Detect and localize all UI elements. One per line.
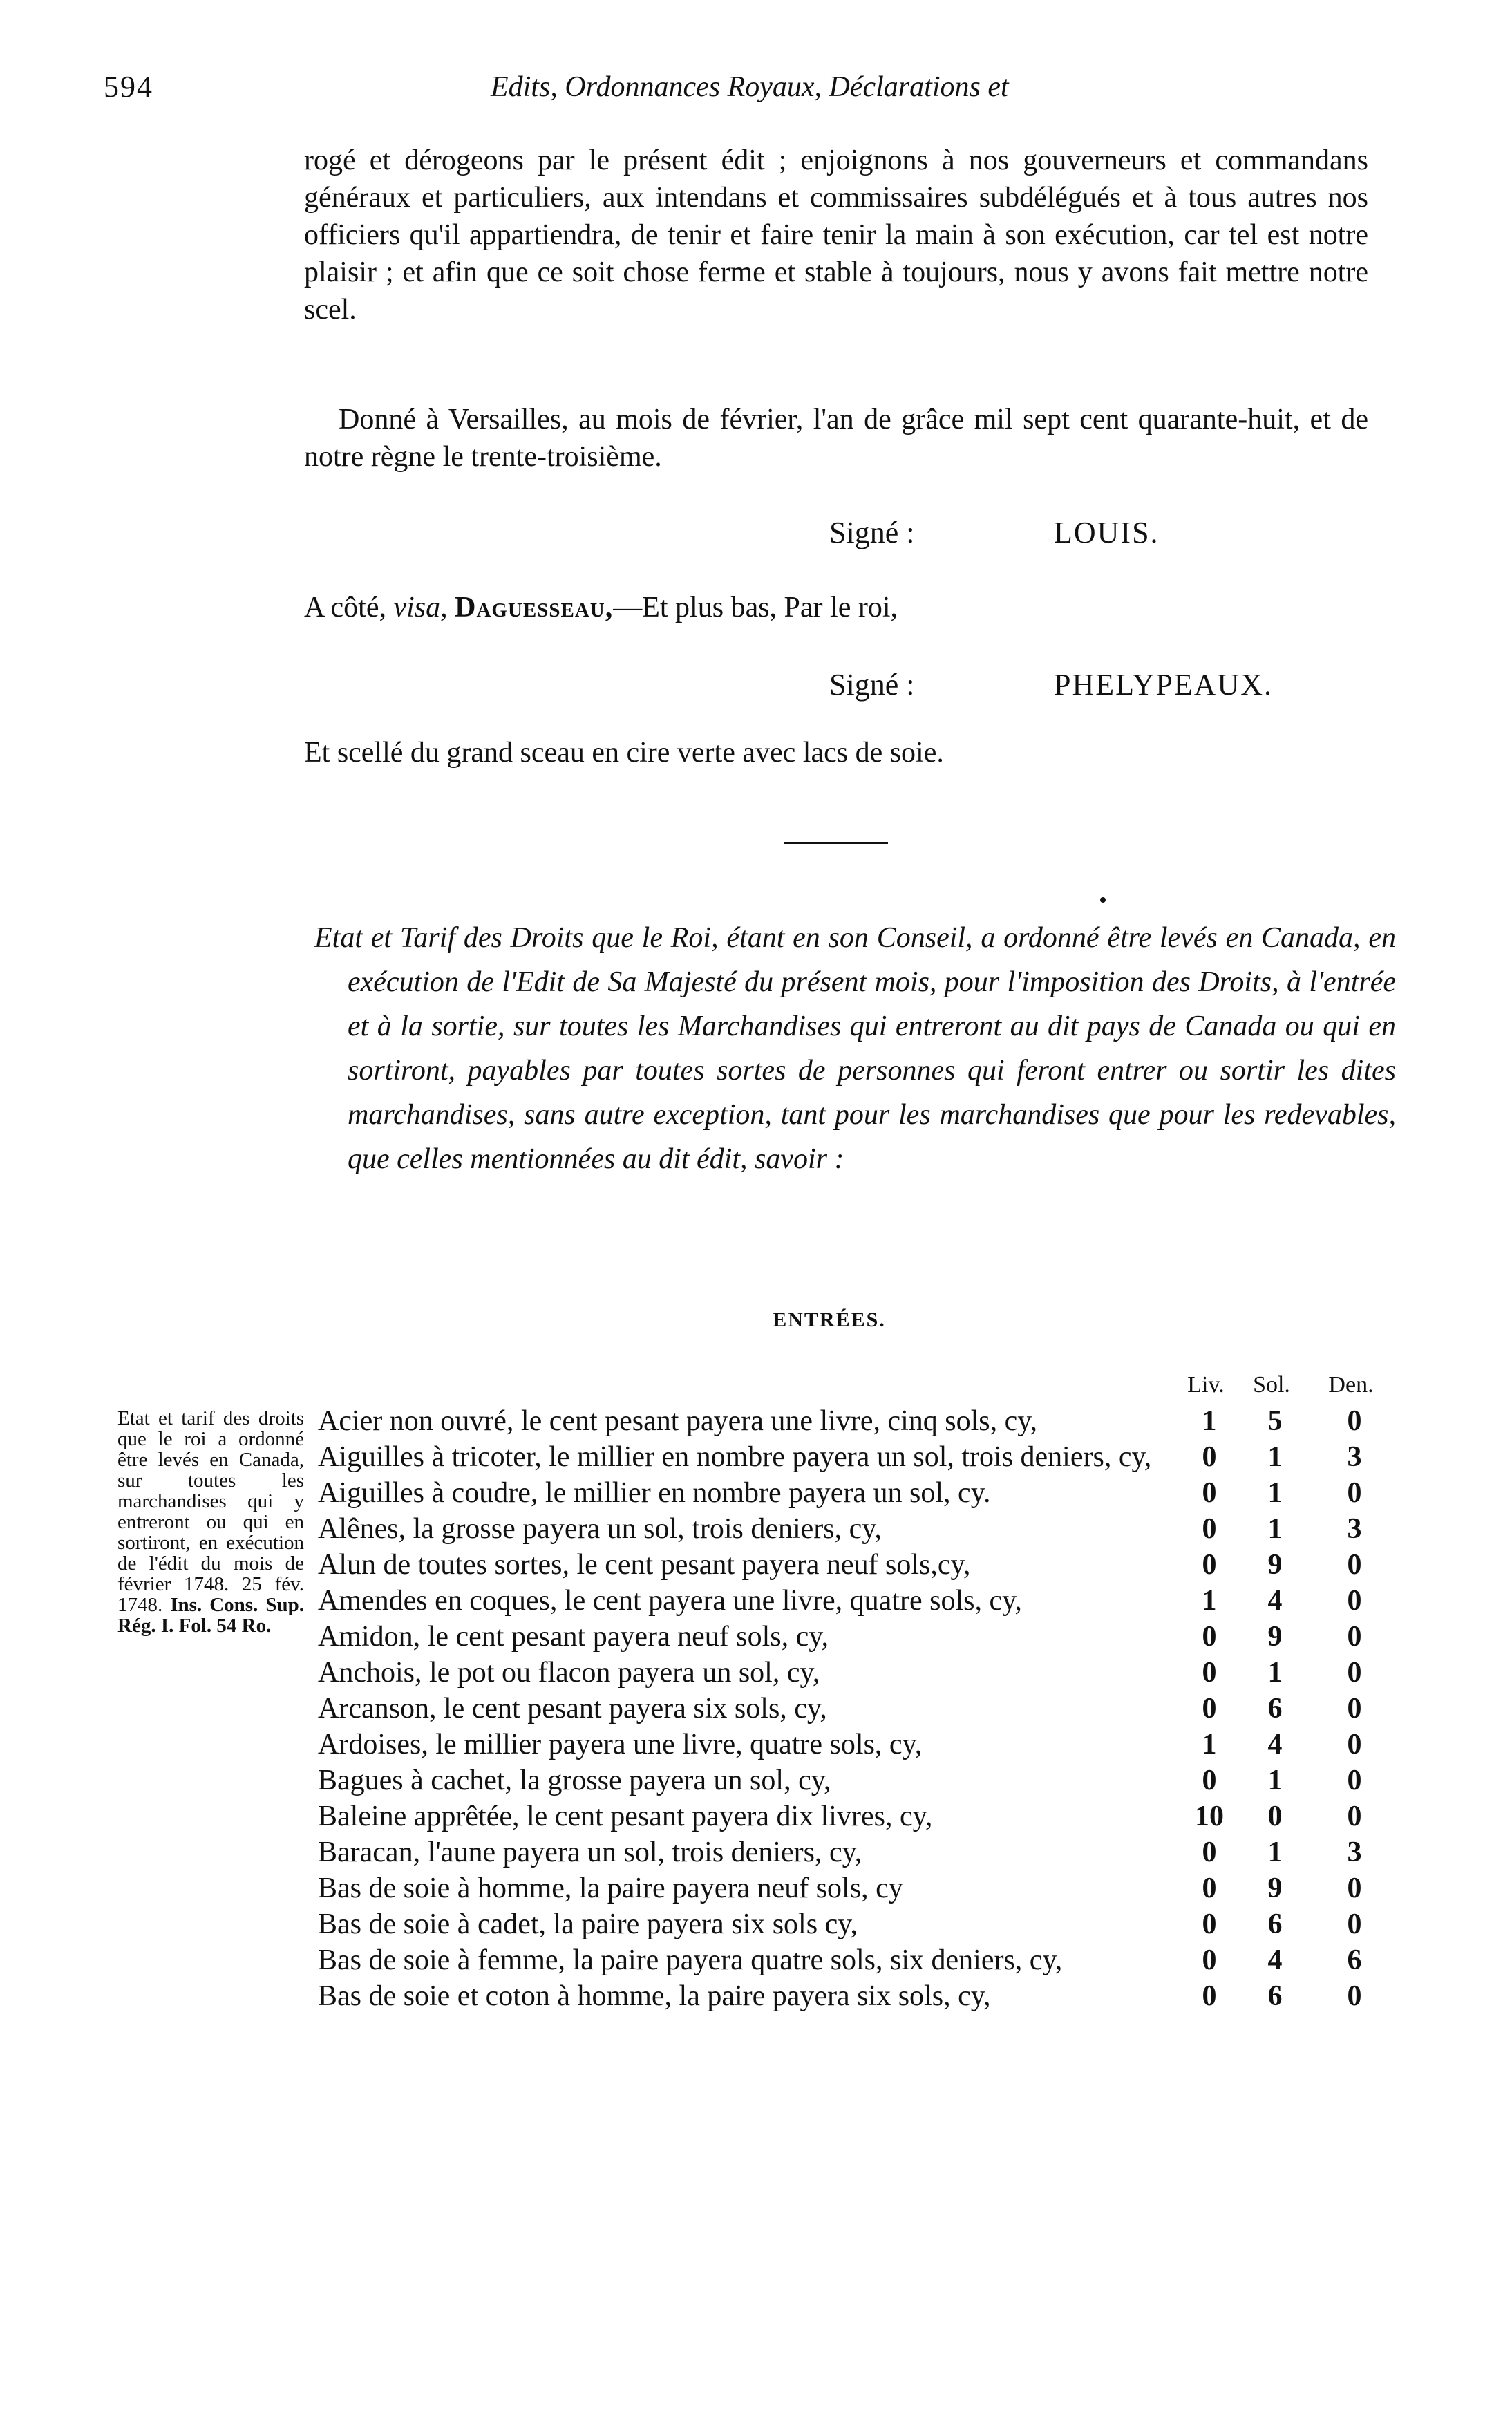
- tariff-row: [318, 1583, 1396, 1619]
- tariff-title-text: Etat et Tarif des Droits que le Roi, étant en son Conseil, a ordonné être levés en Canada, en exécution de l'Edit de Sa Majesté du présent mois, pour l'imposition des Droits, à l'entrée et à la sortie, sur toutes les Marchandises qui entreront au dit pays de Canada ou qui en sortiront, payables par toutes sortes de personnes qui feront entrer ou sortir les dites marchandises, sans autre exception, tant pour les marchandises que pour les redevables, que celles mentionnées au dit édit, savoir :: [314, 922, 1396, 1175]
- tariff-deniers: 0: [1347, 1405, 1362, 1437]
- tariff-amounts: [1175, 1583, 1396, 1619]
- column-headers: [1171, 1372, 1392, 1400]
- paragraph-edit-closing: rogé et dérogeons par le présent édit ; enjoignons à nos gouverneurs et commandans généraux et particuliers, aux intendans et commissaires subdélégués et à tous autres nos officiers qu'il appartiendra, de tenir et faire tenir la main à son exécution, car tel est notre plaisir ; et afin que ce soit chose ferme et stable à toujours, nous y avons fait mettre notre scel.: [304, 144, 1368, 326]
- tariff-item-description: Amendes en coques, le cent payera une livre, quatre sols, cy,: [318, 1585, 1022, 1617]
- tariff-livres: 0: [1202, 1693, 1217, 1725]
- tariff-sols: 6: [1267, 1908, 1283, 1940]
- page-header: [104, 69, 1209, 111]
- tariff-item-description: Acier non ouvré, le cent pesant payera une livre, cinq sols, cy,: [318, 1405, 1038, 1437]
- tariff-livres: 0: [1202, 1944, 1217, 1976]
- running-head: Edits, Ordonnances Royaux, Déclarations et: [491, 71, 1009, 103]
- tariff-amounts: [1175, 1619, 1396, 1655]
- countersign-line: [304, 591, 898, 624]
- tariff-deniers: 0: [1347, 1765, 1362, 1796]
- tariff-livres: 0: [1202, 1765, 1217, 1796]
- tariff-deniers: 0: [1347, 1621, 1362, 1653]
- section-divider: [784, 842, 888, 844]
- tariff-livres: 0: [1202, 1872, 1217, 1904]
- ornament-dot: [1100, 897, 1106, 903]
- tariff-amounts: [1175, 1691, 1396, 1727]
- tariff-row: [318, 1655, 1396, 1691]
- tariff-deniers: 0: [1347, 1872, 1362, 1904]
- tariff-deniers: 0: [1347, 1801, 1362, 1832]
- tariff-amounts: [1175, 1403, 1396, 1439]
- tariff-sols: 4: [1267, 1729, 1283, 1760]
- tariff-deniers: 6: [1347, 1944, 1362, 1976]
- tariff-sols: 9: [1267, 1549, 1283, 1581]
- tariff-livres: 0: [1202, 1980, 1217, 2012]
- signed-label: Signé :: [829, 516, 915, 549]
- tariff-livres: 0: [1202, 1477, 1217, 1509]
- tariff-amounts: [1175, 1834, 1396, 1870]
- tariff-sols: 1: [1267, 1477, 1283, 1509]
- margin-note-date: 25 fév. 1748.: [117, 1573, 304, 1616]
- tariff-row: [318, 1870, 1396, 1906]
- tariff-deniers: 0: [1347, 1657, 1362, 1689]
- tariff-row: [318, 1403, 1396, 1439]
- tariff-deniers: 0: [1347, 1549, 1362, 1581]
- tariff-amounts: [1175, 1763, 1396, 1798]
- tariff-row: [318, 1798, 1396, 1834]
- tariff-item-description: Baleine apprêtée, le cent pesant payera dix livres, cy,: [318, 1801, 933, 1832]
- tariff-livres: 0: [1202, 1441, 1217, 1473]
- tariff-item-description: Aiguilles à tricoter, le millier en nombre payera un sol, trois deniers, cy,: [318, 1441, 1152, 1473]
- acote-suffix: —Et plus bas, Par le roi,: [613, 592, 898, 623]
- tariff-item-description: Ardoises, le millier payera une livre, quatre sols, cy,: [318, 1729, 923, 1760]
- tariff-item-description: Aiguilles à coudre, le millier en nombre payera un sol, cy.: [318, 1477, 991, 1509]
- tariff-list: [318, 1403, 1396, 2014]
- tariff-deniers: 0: [1347, 1585, 1362, 1617]
- tariff-livres: 1: [1202, 1729, 1217, 1760]
- tariff-item-description: Amidon, le cent pesant payera neuf sols, cy,: [318, 1621, 829, 1653]
- tariff-sols: 6: [1267, 1693, 1283, 1725]
- signature-louis: LOUIS.: [1054, 516, 1160, 549]
- tariff-amounts: [1175, 1906, 1396, 1942]
- tariff-row: [318, 1619, 1396, 1655]
- tariff-item-description: Arcanson, le cent pesant payera six sols, cy,: [318, 1693, 827, 1725]
- signed-label-2: Signé :: [829, 668, 915, 702]
- tariff-amounts: [1175, 1798, 1396, 1834]
- tariff-row: [318, 1439, 1396, 1475]
- tariff-deniers: 0: [1347, 1729, 1362, 1760]
- tariff-livres: 0: [1202, 1513, 1217, 1545]
- tariff-item-description: Bas de soie à cadet, la paire payera six sols cy,: [318, 1908, 858, 1940]
- tariff-row: [318, 1763, 1396, 1798]
- tariff-row: [318, 1942, 1396, 1978]
- tariff-amounts: [1175, 1475, 1396, 1511]
- tariff-amounts: [1175, 1439, 1396, 1475]
- tariff-deniers: 0: [1347, 1477, 1362, 1509]
- tariff-deniers: 0: [1347, 1908, 1362, 1940]
- tariff-sols: 9: [1267, 1621, 1283, 1653]
- tariff-row: [318, 1834, 1396, 1870]
- tariff-item-description: Alênes, la grosse payera un sol, trois deniers, cy,: [318, 1513, 882, 1545]
- tariff-sols: 4: [1267, 1944, 1283, 1976]
- tariff-sols: 1: [1267, 1513, 1283, 1545]
- tariff-item-description: Bas de soie et coton à homme, la paire payera six sols, cy,: [318, 1980, 991, 2012]
- tariff-amounts: [1175, 1547, 1396, 1583]
- tariff-livres: 0: [1202, 1657, 1217, 1689]
- tariff-item-description: Bas de soie à homme, la paire payera neuf sols, cy: [318, 1872, 903, 1904]
- tariff-sols: 1: [1267, 1837, 1283, 1868]
- tariff-amounts: [1175, 1655, 1396, 1691]
- seal-line: Et scellé du grand sceau en cire verte avec lacs de soie.: [304, 737, 944, 769]
- tariff-livres: 1: [1202, 1405, 1217, 1437]
- tariff-title: [314, 916, 1396, 1181]
- tariff-amounts: [1175, 1727, 1396, 1763]
- tariff-amounts: [1175, 1870, 1396, 1906]
- tariff-livres: 10: [1195, 1801, 1224, 1832]
- tariff-deniers: 3: [1347, 1837, 1362, 1868]
- tariff-livres: 0: [1202, 1908, 1217, 1940]
- tariff-sols: 1: [1267, 1657, 1283, 1689]
- tariff-row: [318, 1691, 1396, 1727]
- tariff-sols: 4: [1267, 1585, 1283, 1617]
- tariff-deniers: 3: [1347, 1441, 1362, 1473]
- margin-note: [117, 1408, 304, 1636]
- tariff-item-description: Alun de toutes sortes, le cent pesant payera neuf sols,cy,: [318, 1549, 971, 1581]
- daguesseau-name: Daguesseau,: [455, 592, 614, 623]
- tariff-item-description: Bas de soie à femme, la paire payera quatre sols, six deniers, cy,: [318, 1944, 1063, 1976]
- tariff-amounts: [1175, 1942, 1396, 1978]
- margin-note-text: Etat et tarif des droits que le roi a ordonné être levés en Canada, sur toutes les marchandises qui y entreront ou qui en sortiront, en exécution de l'édit du mois de février 1748.: [117, 1407, 304, 1595]
- tariff-item-description: Bagues à cachet, la grosse payera un sol, cy,: [318, 1765, 831, 1796]
- tariff-livres: 0: [1202, 1837, 1217, 1868]
- column-header-liv: Liv.: [1187, 1372, 1225, 1398]
- tariff-sols: 1: [1267, 1441, 1283, 1473]
- tariff-sols: 0: [1267, 1801, 1283, 1832]
- tariff-amounts: [1175, 1511, 1396, 1547]
- tariff-row: [318, 1906, 1396, 1942]
- tariff-amounts: [1175, 1978, 1396, 2014]
- page-number: 594: [104, 70, 153, 104]
- tariff-sols: 6: [1267, 1980, 1283, 2012]
- signature-phelypeaux: PHELYPEAUX.: [1054, 668, 1274, 702]
- tariff-row: [318, 1547, 1396, 1583]
- tariff-row: [318, 1978, 1396, 2014]
- tariff-sols: 9: [1267, 1872, 1283, 1904]
- section-heading-entrees: ENTRÉES.: [773, 1308, 886, 1331]
- tariff-deniers: 3: [1347, 1513, 1362, 1545]
- tariff-row: [318, 1727, 1396, 1763]
- tariff-livres: 1: [1202, 1585, 1217, 1617]
- visa-text: visa,: [393, 592, 448, 623]
- tariff-item-description: Baracan, l'aune payera un sol, trois deniers, cy,: [318, 1837, 862, 1868]
- tariff-sols: 1: [1267, 1765, 1283, 1796]
- tariff-livres: 0: [1202, 1621, 1217, 1653]
- tariff-item-description: Anchois, le pot ou flacon payera un sol, cy,: [318, 1657, 820, 1689]
- tariff-deniers: 0: [1347, 1980, 1362, 2012]
- column-header-sol: Sol.: [1253, 1372, 1290, 1398]
- paragraph-given-at: Donné à Versailles, au mois de février, l'an de grâce mil sept cent quarante-huit, et de notre règne le trente-troisième.: [304, 404, 1368, 473]
- margin-note-reference: Ins. Cons. Sup. Rég. I. Fol. 54 Ro.: [117, 1594, 304, 1637]
- acote-prefix: A côté,: [304, 592, 386, 623]
- tariff-sols: 5: [1267, 1405, 1283, 1437]
- tariff-deniers: 0: [1347, 1693, 1362, 1725]
- column-header-den: Den.: [1328, 1372, 1374, 1398]
- tariff-livres: 0: [1202, 1549, 1217, 1581]
- tariff-row: [318, 1511, 1396, 1547]
- tariff-row: [318, 1475, 1396, 1511]
